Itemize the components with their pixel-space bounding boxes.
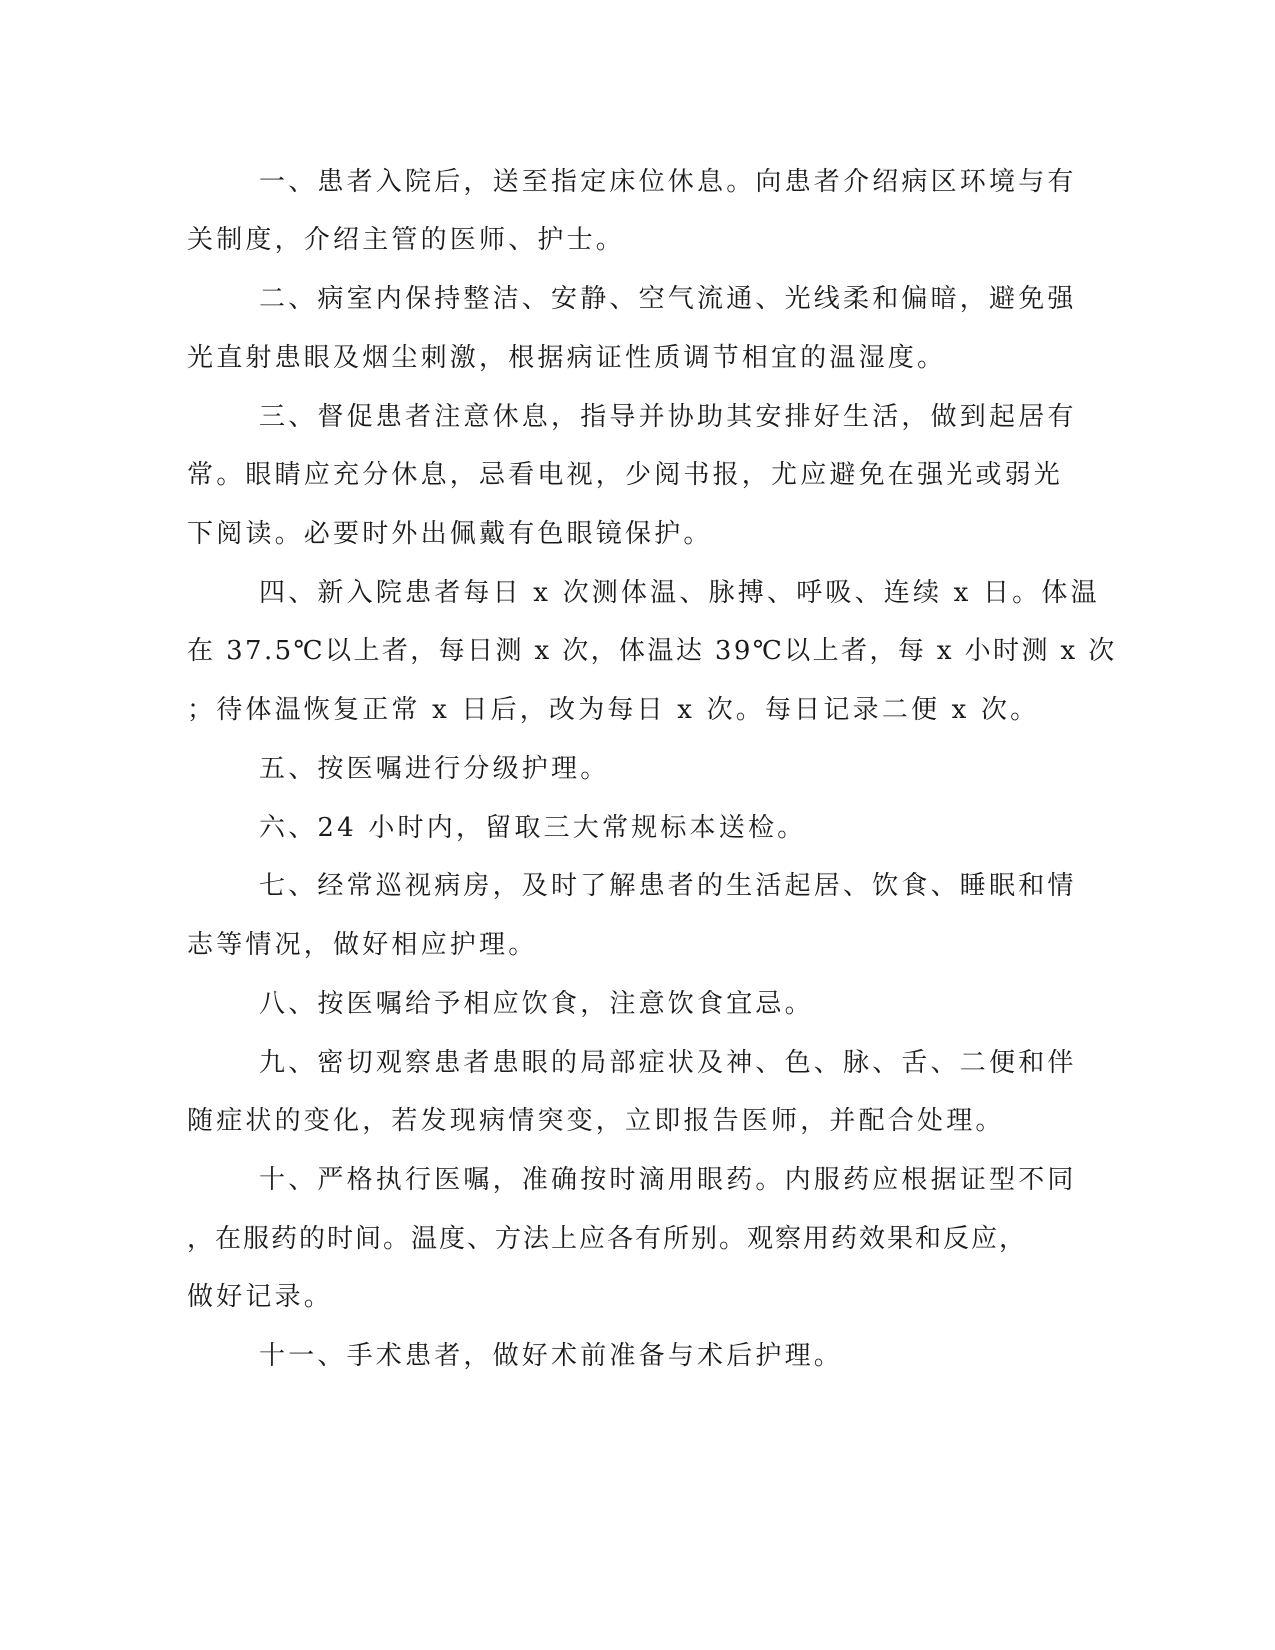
paragraph-2-line-1: 二、病室内保持整洁、安静、空气流通、光线柔和偏暗，避免强 (259, 284, 1077, 314)
paragraph-11-line-1: 十一、手术患者，做好术前准备与术后护理。 (259, 1341, 844, 1371)
paragraph-9-line-1: 九、密切观察患者患眼的局部症状及神、色、脉、舌、二便和伴 (259, 1048, 1077, 1078)
paragraph-3-line-1: 三、督促患者注意休息，指导并协助其安排好生活，做到起居有 (259, 402, 1077, 432)
paragraph-4-line-1: 四、新入院患者每日 x 次测体温、脉搏、呼吸、连续 x 日。体温 (259, 578, 1100, 608)
paragraph-1-line-1: 一、患者入院后，送至指定床位休息。向患者介绍病区环境与有 (259, 167, 1077, 197)
paragraph-9-line-2: 随症状的变化，若发现病情突变，立即报告医师，并配合处理。 (187, 1106, 1005, 1136)
paragraph-10-line-3: 做好记录。 (187, 1282, 334, 1312)
paragraph-10-line-1: 十、严格执行医嘱，准确按时滴用眼药。内服药应根据证型不同 (259, 1165, 1077, 1195)
paragraph-2-line-2: 光直射患眼及烟尘刺激，根据病证性质调节相宜的温湿度。 (187, 343, 947, 373)
paragraph-7-line-2: 志等情况，做好相应护理。 (187, 930, 538, 960)
paragraph-5-line-1: 五、按医嘱进行分级护理。 (259, 754, 610, 784)
paragraph-7-line-1: 七、经常巡视病房，及时了解患者的生活起居、饮食、睡眠和情 (259, 871, 1077, 901)
paragraph-4-line-3: ；待体温恢复正常 x 日后，改为每日 x 次。每日记录二便 x 次。 (187, 695, 1040, 725)
paragraph-3-line-2: 常。眼睛应充分休息，忌看电视，少阅书报，尤应避免在强光或弱光 (187, 460, 1064, 490)
paragraph-4-line-2: 在 37.5℃以上者，每日测 x 次，体温达 39℃以上者，每 x 小时测 x 次 (187, 636, 1117, 666)
paragraph-6-line-1: 六、24 小时内，留取三大常规标本送检。 (259, 813, 807, 843)
paragraph-3-line-3: 下阅读。必要时外出佩戴有色眼镜保护。 (187, 519, 713, 549)
paragraph-1-line-2: 关制度，介绍主管的医师、护士。 (187, 225, 626, 255)
paragraph-10-line-2: ，在服药的时间。温度、方法上应各有所别。观察用药效果和反应， (187, 1224, 1028, 1254)
paragraph-8-line-1: 八、按医嘱给予相应饮食，注意饮食宜忌。 (259, 989, 814, 1019)
